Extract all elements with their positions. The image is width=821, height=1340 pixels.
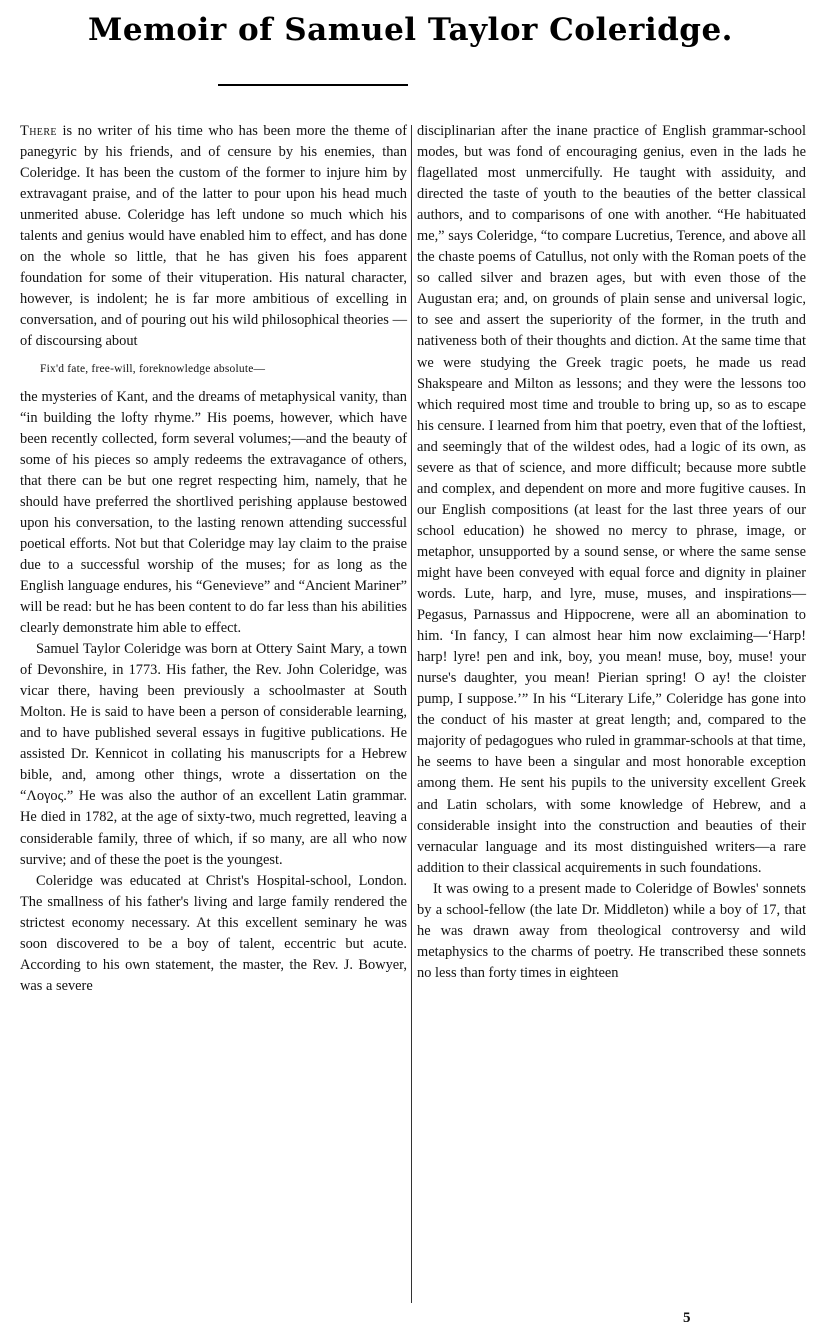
right-column (417, 121, 806, 984)
verse-quote: Fix'd fate, free-will, foreknowledge absolute— (40, 362, 266, 375)
page-number: 5 (683, 1310, 691, 1326)
paragraph-birth: Samuel Taylor Coleridge was born at Ottery Saint Mary, a town of Devonshire, in 1773. His father, the Rev. John Coleridge, was vicar there, having been previously a schoolmaster at South Molton. He is said to have been a person of considerable learning, and to have published several essays in fugitive publications. He assisted Dr. Kennicot in collating his manuscripts for a Hebrew bible, and, among other things, wrote a dissertation on the “Λογος.” He was also the author of an excellent Latin grammar. He died in 1782, at the age of sixty-two, much regretted, leaving a considerable family, three of which, if so many, are all who now survive; and of these the poet is the youngest. (20, 641, 407, 868)
title-rule (218, 84, 408, 86)
paragraph-education: Coleridge was educated at Christ's Hospital-school, London. The smallness of his father's living and large family rendered the strictest economy necessary. At this excellent seminary he was soon discovered to be a boy of talent, eccentric but acute. According to his own statement, the master, the Rev. J. Bowyer, was a severe (20, 872, 407, 994)
paragraph-opening (20, 121, 407, 353)
paragraph-text: is no writer of his time who has been more the theme of panegyric by his friends, and of censure by his enemies, than Coleridge. It has been the custom of the former to injure him by extravagant praise, and of the latter to pour upon his head much unmerited abuse. Coleridge has left undone so much which his talents and genius would have enabled him to effect, and has done on the whole so little, that he has given his foes apparent foundation for some of their vituperation. His natural character, however, is indolent; he is far more ambitious of excelling in conversation, and of pouring out his wild philosophical theories —of discoursing about (20, 123, 407, 350)
paragraph-continuation: the mysteries of Kant, and the dreams of metaphysical vanity, than “in building the lofty rhyme.” His poems, however, which have been recently collected, form several volumes;—and the beauty of some of his pieces so amply redeems the extravagance of others, that there can be but one regret respecting him, namely, that he should have preferred the shortlived perishing applause bestowed upon his conversation, to the lasting renown attending successful poetical efforts. Not but that Coleridge may lay claim to the praise due to a successful worship of the muses; for as long as the English language endures, his “Genevieve” and “Ancient Mariner” will be read: but he has been content to do far less than his abilities clearly demonstrate him able to effect. (20, 388, 407, 637)
left-column (20, 121, 407, 997)
page-title: Memoir of Samuel Taylor Coleridge. (88, 12, 733, 48)
column-divider (411, 125, 412, 1303)
drop-word: There (20, 123, 57, 139)
paragraph-continuation: disciplinarian after the inane practice of English grammar-school modes, but was fond of encouraging genius, even in the lads he flagellated most unmercifully. He taught with assiduity, and directed the taste of youth to the beauties of the better classical authors, and to comparisons of one with another. “He habituated me,” says Coleridge, “to compare Lucretius, Terence, and above all the chaste poems of Catullus, not only with the Roman poets of the so called silver and brazen ages, but with even those of the Augustan era; and, on grounds of plain sense and universal logic, to see and assert the superiority of the former, in the truth and nativeness both of their thoughts and diction. At the same time that we were studying the Greek tragic poets, he made us read Shakspeare and Milton as lessons; and they were the lessons too which required most time and trouble to bring up, so as to escape his censure. I learned from him that poetry, even that of the loftiest, and seemingly that of the wildest odes, had a logic of its own, as severe as that of science, and more difficult; because more subtle and complex, and dependent on more and more fugitive causes. In our English compositions (at least for the last three years of our school education) he showed no mercy to phrase, image, or metaphor, unsupported by a sound sense, or where the same sense might have been conveyed with equal force and dignity in plainer words. Lute, harp, and lyre, muse, muses, and inspirations—Pegasus, Parnassus and Hippocrene, were all an abomination to him. ‘In fancy, I can almost hear him now exclaiming—‘Harp! harp! lyre! pen and ink, boy, you mean! muse, boy, muse! your nurse's daughter, you mean! Pierian spring! O ay! the cloister pump, I suppose.’” In his “Literary Life,” Coleridge has gone into the conduct of his master at great length; and, compared to the majority of pedagogues who ruled in grammar-schools at that time, he seems to have been a singular and most honorable exception among them. He sent his pupils to the university excellent Greek and Latin scholars, with some knowledge of Hebrew, and a considerable insight into the construction and beauties of their vernacular language and its most distinguished writers—a rare addition to their classical acquirements in such foundations. (417, 123, 806, 876)
paragraph-poetry: It was owing to a present made to Coleridge of Bowles' sonnets by a school-fellow (the late Dr. Middleton) while a boy of 17, that he was drawn away from theological controversy and wild metaphysics to the charms of poetry. He transcribed these sonnets no less than forty times in eighteen (417, 880, 806, 981)
